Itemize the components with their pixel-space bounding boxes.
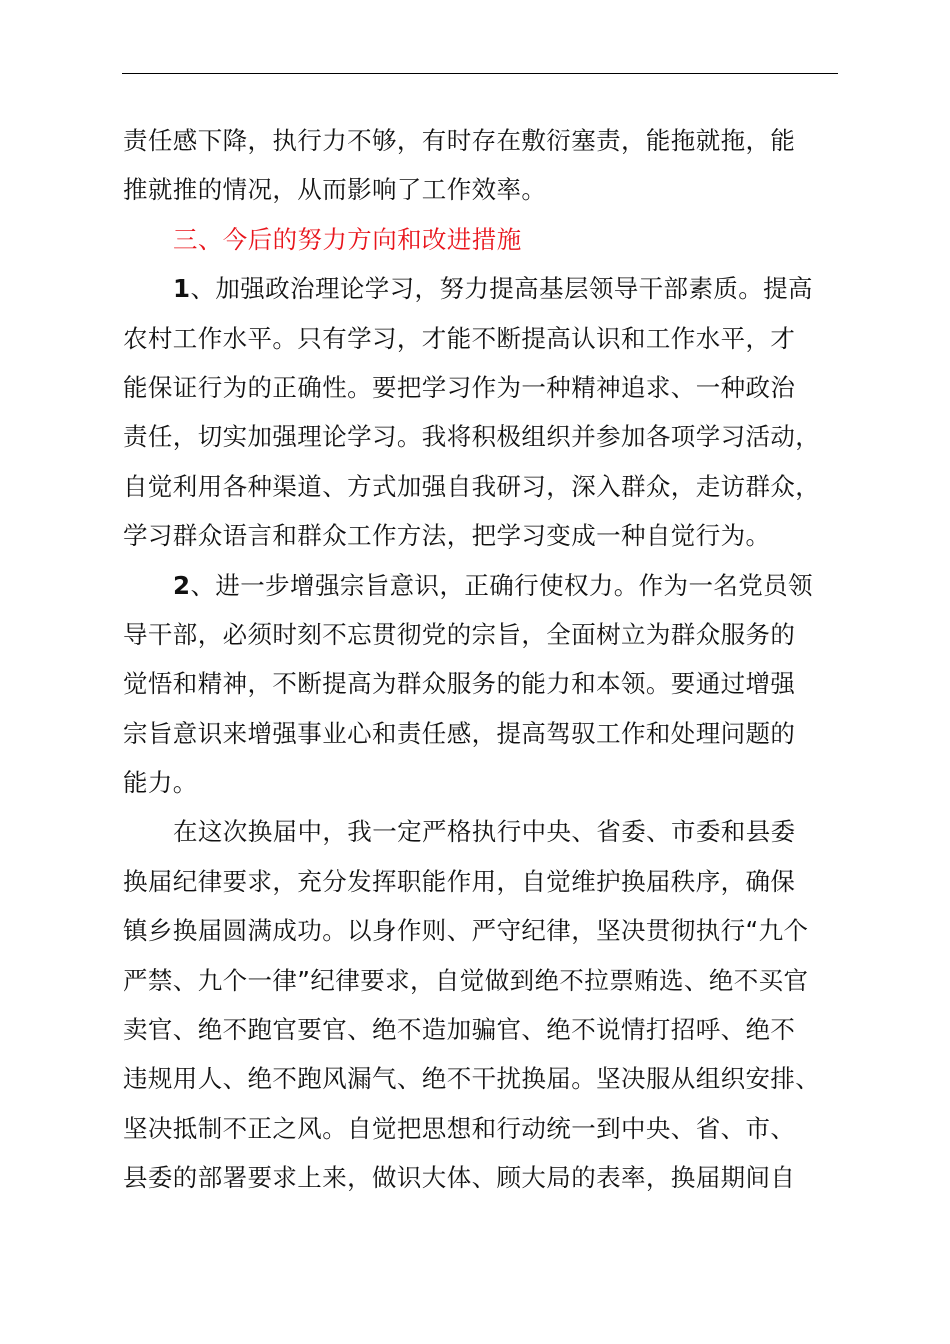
item-text: 、加强政治理论学习，努力提高基层领导干部素质。提高	[190, 274, 813, 304]
text-line: 宗旨意识来增强事业心和责任感，提高驾驭工作和处理问题的	[123, 718, 796, 748]
text-line: 县委的部署要求上来，做识大体、顾大局的表率，换届期间自	[123, 1163, 796, 1193]
text-line: 学习群众语言和群众工作方法，把学习变成一种自觉行为。	[123, 521, 771, 551]
text-line: 推就推的情况，从而影响了工作效率。	[123, 175, 547, 205]
document-body	[123, 116, 838, 1203]
text-line: 责任感下降，执行力不够，有时存在敷衍塞责，能拖就拖，能	[123, 126, 796, 155]
text-line: 农村工作水平。只有学习，才能不断提高认识和工作水平，才	[123, 323, 796, 353]
text-line: 在这次换届中，我一定严格执行中央、省委、市委和县委	[173, 817, 796, 847]
text-line: 严禁、九个一律”纪律要求，自觉做到绝不拉票贿选、绝不买官	[123, 965, 809, 995]
text-line: 能保证行为的正确性。要把学习作为一种精神追求、一种政治	[123, 372, 796, 402]
text-line: 违规用人、绝不跑风漏气、绝不干扰换届。坚决服从组织安排、	[123, 1064, 821, 1094]
item-number: 1	[173, 274, 191, 304]
section-heading: 三、今后的努力方向和改进措施	[173, 224, 522, 254]
text-line: 卖官、绝不跑官要官、绝不造加骗官、绝不说情打招呼、绝不	[123, 1015, 796, 1045]
item-text: 、进一步增强宗旨意识，正确行使权力。作为一名党员领	[190, 570, 813, 600]
item-number: 2	[173, 570, 191, 600]
text-line: 自觉利用各种渠道、方式加强自我研习，深入群众，走访群众，	[123, 471, 821, 501]
text-line: 能力。	[123, 768, 198, 798]
header-rule	[122, 73, 838, 74]
text-line: 换届纪律要求，充分发挥职能作用，自觉维护换届秩序，确保	[123, 866, 796, 896]
text-line: 镇乡换届圆满成功。以身作则、严守纪律，坚决贯彻执行“九个	[123, 916, 809, 946]
text-line	[123, 264, 838, 313]
text-line: 坚决抵制不正之风。自觉把思想和行动统一到中央、省、市、	[123, 1113, 796, 1143]
text-line: 觉悟和精神，不断提高为群众服务的能力和本领。要通过增强	[123, 669, 796, 699]
text-line: 责任，切实加强理论学习。我将积极组织并参加各项学习活动，	[123, 422, 821, 452]
text-line: 导干部，必须时刻不忘贯彻党的宗旨，全面树立为群众服务的	[123, 619, 796, 649]
text-line	[123, 561, 838, 610]
